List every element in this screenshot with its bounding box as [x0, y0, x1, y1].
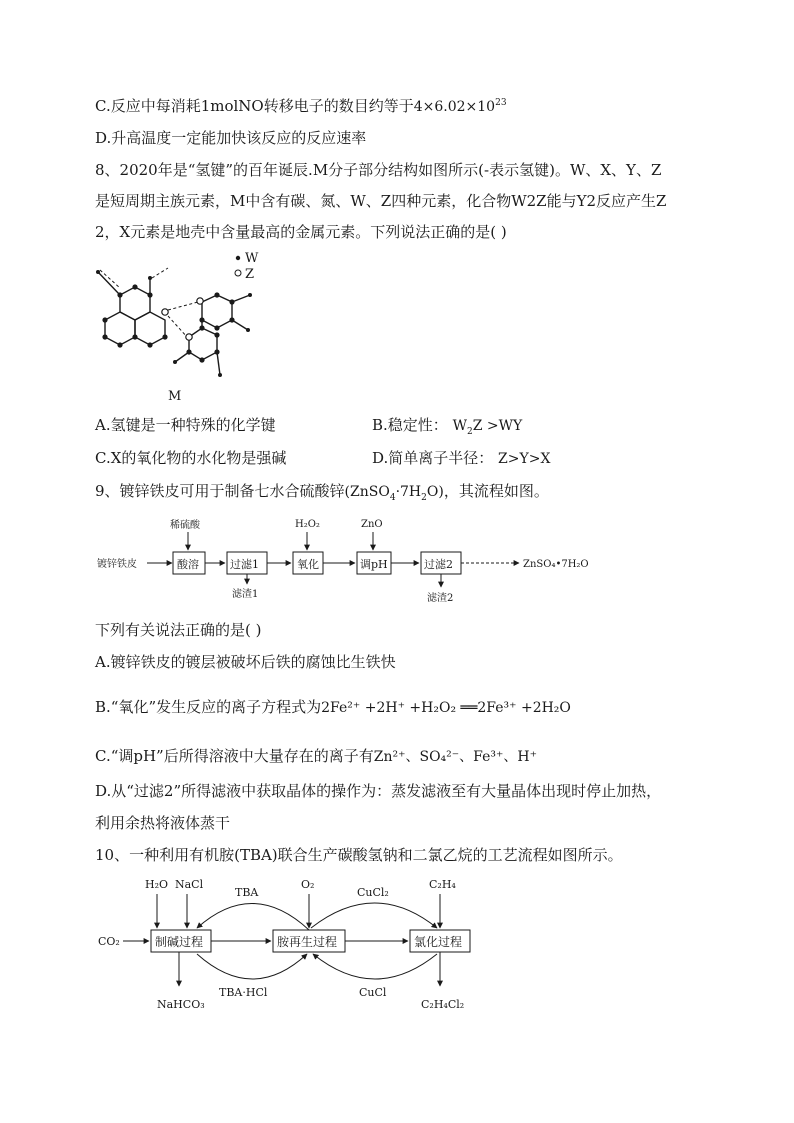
- q9-option-b-equation: 2Fe²⁺ +2H⁺ +H₂O₂ ══2Fe³⁺ +2H₂O: [321, 700, 571, 716]
- q8-option-d: [372, 448, 550, 469]
- left-z-atom: [162, 309, 168, 315]
- q7-option-c-exp: 23: [495, 98, 507, 108]
- flow-start-label: 镀锌铁皮: [97, 559, 137, 570]
- q10-tba-label: TBA: [235, 886, 259, 899]
- molecule-caption: M: [168, 389, 182, 404]
- q9-option-d-line1: D.从“过滤2”所得滤液中获取晶体的操作为：蒸发滤液至有大量晶体出现时停止加热，: [95, 782, 662, 800]
- q10-o2-label: O₂: [301, 878, 315, 891]
- q10-c2h4-label: C₂H₄: [429, 878, 456, 891]
- flow-acid-label: 稀硫酸: [170, 520, 200, 531]
- q9-option-c-ions: Zn²⁺、SO₄²⁻、Fe³⁺、H⁺: [373, 749, 537, 765]
- q10-nahco3-label: NaHCO₃: [157, 998, 205, 1011]
- q9-ask: 下列有关说法正确的是( ): [95, 621, 262, 639]
- q8-option-b: [372, 415, 522, 436]
- q7-option-c-math: 4×6.02×10: [413, 99, 496, 115]
- q10-box3-label: 氯化过程: [414, 935, 463, 949]
- q10-h2o-label: H₂O: [145, 878, 169, 891]
- q9-option-a: A.镀锌铁皮的镀层被破坏后铁的腐蚀比生铁快: [95, 653, 396, 671]
- q8-stem-line3: 2，X元素是地壳中含量最高的金属元素。下列说法正确的是( ): [95, 223, 507, 241]
- flow-box4-label: 调pH: [360, 558, 388, 571]
- q10-process-flow: [95, 870, 495, 1020]
- q10-arc-cucl: [313, 954, 437, 979]
- q8-option-d-formula: Z>Y>X: [498, 451, 551, 467]
- q10-cucl-label: CuCl: [359, 986, 387, 999]
- q10-stem: 10、一种利用有机胺(TBA)联合生产碳酸氢钠和二氯乙烷的工艺流程如图所示。: [95, 846, 623, 864]
- q10-c2h4cl2-label: C₂H₄Cl₂: [421, 998, 465, 1011]
- q9-stem: [95, 481, 549, 502]
- q9-stem-formula-dot: ·7H: [395, 484, 422, 500]
- q8-option-a: A.氢键是一种特殊的化学键: [95, 416, 276, 434]
- q9-stem-formula-1: (ZnSO: [344, 484, 390, 500]
- q8-stem-line2: 是短周期主族元素，M中含有碳、氮、W、Z四种元素，化合物W2Z能与Y2反应产生Z: [95, 192, 667, 210]
- q10-tbahcl-label: TBA·HCl: [219, 986, 268, 999]
- q7-option-d: D.升高温度一定能加快该反应的反应速率: [95, 129, 367, 147]
- q8-option-b-formula-a: W: [452, 418, 467, 434]
- left-ring-system: [98, 272, 165, 345]
- q10-box1-label: 制碱过程: [155, 935, 204, 949]
- q9-option-c-pre: C.“调pH”后所得溶液中大量存在的离子有: [95, 747, 374, 765]
- q9-stem-sub-2: 2: [421, 493, 427, 503]
- q9-option-c: [95, 746, 537, 767]
- q10-nacl-label: NaCl: [175, 878, 204, 891]
- q8-option-c: C.X的氧化物的水化物是强碱: [95, 449, 287, 467]
- flow-product-label: ZnSO₄•7H₂O: [523, 559, 589, 570]
- legend-w-label: W: [245, 251, 259, 266]
- legend-z-circle: [235, 270, 241, 276]
- flow-h2o2-label: H₂O₂: [295, 519, 320, 530]
- q9-stem-formula-2: O): [426, 484, 444, 500]
- legend-z-label: Z: [245, 267, 255, 282]
- right-z-atom-2: [186, 334, 192, 340]
- q10-arc-tbahcl: [197, 954, 307, 979]
- q10-cucl2-label: CuCl₂: [357, 886, 389, 899]
- q8-option-b-formula-b: Z >WY: [472, 418, 523, 434]
- q10-arc-tba: [197, 903, 309, 930]
- legend-w-dot: [236, 256, 240, 260]
- q8-option-d-pre: D.简单离子半径：: [372, 449, 494, 467]
- q9-option-b-pre: B.“氧化”发生反应的离子方程式为: [95, 698, 322, 716]
- q7-option-c-text: C.反应中每消耗1molNO转移电子的数目约等于: [95, 97, 414, 115]
- q10-arc-cucl2: [311, 903, 437, 928]
- q9-process-flow: [95, 512, 615, 607]
- q8-stem-line1: 8、2020年是“氢键”的百年诞辰.M分子部分结构如图所示(-表示氢键)。W、X、Y、Z: [95, 161, 662, 179]
- flow-box1-label: 酸溶: [177, 558, 199, 571]
- flow-box5-label: 过滤2: [424, 558, 453, 571]
- q8-option-b-sub: 2: [466, 427, 473, 437]
- q9-option-b: [95, 697, 571, 718]
- flow-box2-label: 过滤1: [230, 558, 259, 571]
- flow-res2-label: 滤渣2: [427, 593, 454, 604]
- q10-co2-label: CO₂: [98, 935, 120, 948]
- q10-box2-label: 胺再生过程: [277, 935, 338, 949]
- flow-res1-label: 滤渣1: [232, 589, 259, 600]
- q8-molecule-figure: [90, 250, 280, 405]
- right-z-atom-1: [197, 298, 203, 304]
- q9-option-d-line2: 利用余热将液体蒸干: [95, 814, 231, 832]
- q9-stem-sub-4: 4: [389, 493, 396, 503]
- q9-stem-pre: 9、镀锌铁皮可用于制备七水合硫酸锌: [95, 482, 345, 500]
- q8-option-b-pre: B.稳定性：: [372, 416, 448, 434]
- q7-option-c: [95, 96, 507, 117]
- flow-zno-label: ZnO: [361, 519, 383, 530]
- q9-stem-post: ，其流程如图。: [443, 482, 549, 500]
- flow-box3-label: 氧化: [297, 558, 319, 571]
